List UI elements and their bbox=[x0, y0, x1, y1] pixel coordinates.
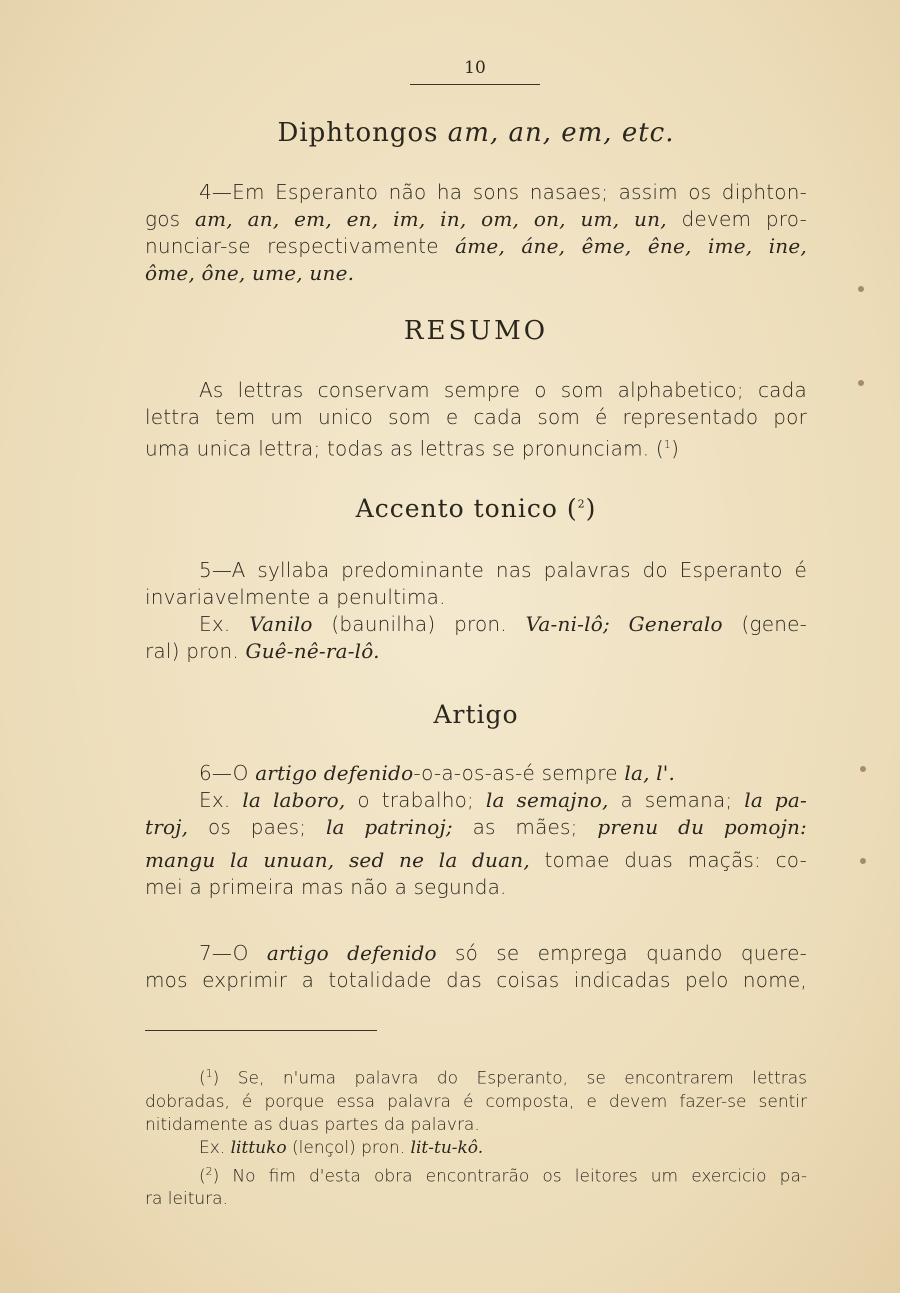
footnote-ref-1: 1 bbox=[663, 438, 672, 451]
para5-line1: 5—A syllaba predominante nas palavras do Esperanto é bbox=[199, 558, 807, 582]
heading-diphtongos bbox=[145, 118, 807, 148]
para5-line4: ral) pron. Guê-nê-ra-lô. bbox=[145, 639, 380, 663]
page-number: 10 bbox=[464, 58, 486, 78]
page-number-rule bbox=[410, 84, 540, 85]
footnote-1-line4: Ex. littuko (lençol) pron. lit-tu-kô. bbox=[199, 1137, 484, 1158]
heading-artigo: Artigo bbox=[433, 700, 519, 729]
para6-line3: troj, os paes; la patrinoj; as mães; prenu du pomojn: bbox=[145, 815, 807, 839]
margin-mark bbox=[860, 766, 866, 772]
para6-line4: mangu la unuan, sed ne la duan, tomae duas maçãs: co- bbox=[145, 848, 807, 872]
resumo-line1: As lettras conservam sempre o som alphabetico; cada bbox=[199, 378, 807, 402]
paragraph-resumo bbox=[145, 377, 807, 463]
footnote-2-line2: ra leitura. bbox=[145, 1189, 228, 1210]
footnote-1-line3: nitidamente as duas partes da palavra. bbox=[145, 1114, 480, 1135]
paragraph-5 bbox=[145, 557, 807, 665]
paragraph-7 bbox=[145, 940, 807, 994]
para4-line4: ôme, ône, ume, une. bbox=[145, 261, 355, 285]
heading-diphtongos-italic: am, an, em, etc. bbox=[447, 118, 675, 148]
paragraph-4 bbox=[145, 179, 807, 287]
para4-line2: gos am, an, em, en, im, in, om, on, um, un, devem pro- bbox=[145, 207, 807, 231]
para7-line2: mos exprimir a totalidade das coisas indicadas pelo nome, bbox=[145, 968, 807, 992]
para6-line2: Ex. la laboro, o trabalho; la semajno, a semana; la pa- bbox=[199, 788, 807, 812]
para4-line1: 4—Em Esperanto não ha sons nasaes; assim os diphton- bbox=[199, 180, 807, 204]
footnote-ref-2: 2 bbox=[577, 497, 586, 511]
para4-line3: nunciar-se respectivamente áme, áne, ême, êne, ime, ine, bbox=[145, 234, 807, 258]
resumo-line3: uma unica lettra; todas as lettras se pronunciam. ($^1$) bbox=[145, 436, 680, 461]
footnote-1-line1: ($^1$) Se, n'uma palavra do Esperanto, se encontrarem lettras bbox=[199, 1067, 807, 1089]
para6-line5: mei a primeira mas não a segunda. bbox=[145, 875, 507, 899]
heading-resumo: RESUMO bbox=[403, 316, 549, 346]
para7-line1: 7—O artigo defenido só se emprega quando quere- bbox=[199, 941, 808, 965]
footnote-rule bbox=[145, 1030, 377, 1031]
resumo-line2: lettra tem um unico som e cada som é representado por bbox=[145, 405, 807, 429]
heading-accento-tonico: Accento tonico ($^2$) bbox=[355, 494, 597, 523]
margin-mark bbox=[860, 858, 866, 864]
footnote-1-line2: dobradas, é porque essa palavra é composta, e devem fazer-se sentir bbox=[145, 1091, 807, 1112]
footnote-2-line1: ($^2$) No fim d'esta obra encontrarão os leitores um exercicio pa- bbox=[199, 1164, 807, 1187]
margin-mark bbox=[858, 286, 864, 292]
margin-mark bbox=[858, 380, 864, 386]
para5-line2: invariavelmente a penultima. bbox=[145, 585, 446, 609]
paragraph-6 bbox=[145, 760, 807, 901]
footnotes bbox=[145, 1062, 807, 1211]
para6-line1: 6—O artigo defenido-o-a-os-as-é sempre la, l'. bbox=[199, 761, 676, 785]
heading-diphtongos-main: Diphtongos bbox=[277, 118, 439, 148]
para5-line3: Ex. Vanilo (baunilha) pron. Va-ni-lô; Generalo (gene- bbox=[199, 612, 807, 636]
